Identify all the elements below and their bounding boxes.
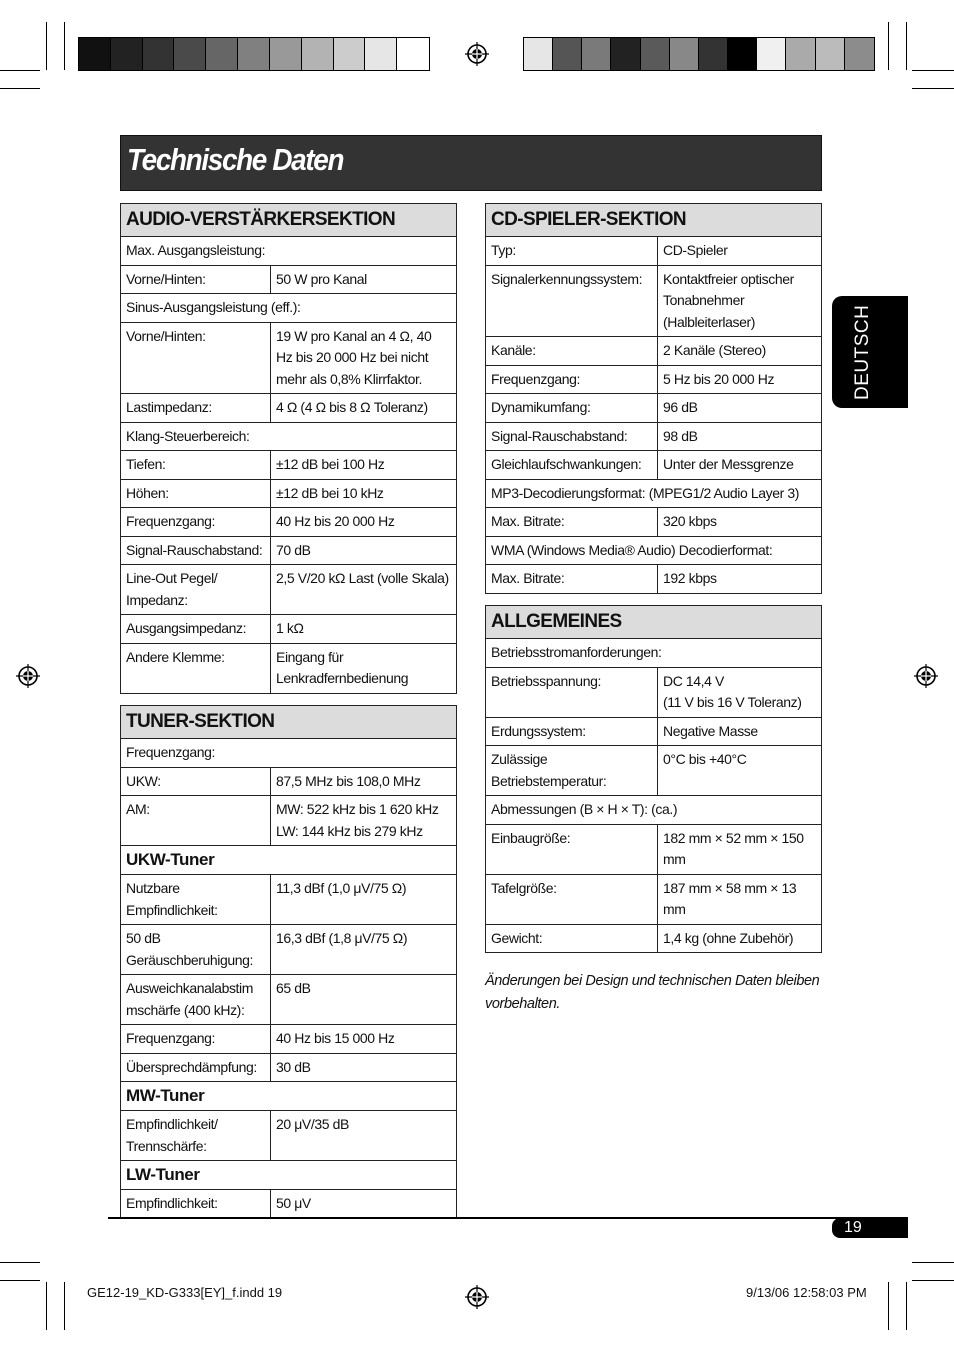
spec-value: 1 kΩ (271, 615, 457, 644)
table-row (121, 265, 457, 294)
color-swatch (111, 38, 143, 70)
crop-mark (0, 1262, 40, 1263)
table-row (121, 1082, 457, 1111)
spec-label: Kanäle: (486, 337, 658, 366)
table-row (486, 924, 822, 953)
crop-mark (0, 70, 40, 71)
footer-filename: GE12-19_KD-G333[EY]_f.indd 19 (87, 1285, 283, 1300)
table-row (121, 1053, 457, 1082)
spec-value: 4 Ω (4 Ω bis 8 Ω Toleranz) (271, 394, 457, 423)
cd-player-table (485, 203, 822, 594)
crop-mark (46, 22, 47, 70)
spec-value: 50 μV (271, 1190, 457, 1219)
table-row (486, 451, 822, 480)
color-swatch (582, 38, 611, 70)
spec-value: 65 dB (271, 975, 457, 1025)
crop-mark (0, 1280, 40, 1281)
spec-label: Empfindlichkeit: (121, 1190, 271, 1219)
table-row (121, 925, 457, 975)
spec-value: ±12 dB bei 10 kHz (271, 479, 457, 508)
crop-mark (64, 1282, 65, 1330)
registration-mark-icon (16, 664, 40, 688)
table-row (486, 536, 822, 565)
spec-value: 70 dB (271, 536, 457, 565)
table-row (121, 1111, 457, 1161)
table-row (486, 365, 822, 394)
registration-mark-icon (465, 1285, 489, 1309)
spec-value: 40 Hz bis 15 000 Hz (271, 1025, 457, 1054)
table-row (486, 639, 822, 668)
table-row (486, 667, 822, 717)
bottom-rule (108, 1217, 908, 1219)
spec-label: Frequenzgang: (121, 508, 271, 537)
table-row (486, 394, 822, 423)
crop-mark (912, 88, 954, 89)
crop-mark (906, 1282, 907, 1330)
table-row (486, 796, 822, 825)
spec-label: Signal-Rauschabstand: (121, 536, 271, 565)
color-swatch (206, 38, 238, 70)
spec-group-label: Betriebsstromanforderungen: (486, 639, 822, 668)
table-row (121, 739, 457, 768)
spec-value: Negative Masse (658, 717, 822, 746)
language-tab (832, 296, 908, 408)
table-row (486, 479, 822, 508)
tuner-table (120, 705, 457, 1219)
table-row (121, 322, 457, 394)
color-swatch (334, 38, 366, 70)
color-swatch (786, 38, 815, 70)
section-header: TUNER-SEKTION (121, 706, 457, 739)
spec-value: 192 kbps (658, 565, 822, 594)
color-swatch (238, 38, 270, 70)
color-calibration-bar-right (523, 37, 875, 71)
spec-value: MW: 522 kHz bis 1 620 kHz LW: 144 kHz bis 279 kHz (271, 796, 457, 846)
disclaimer-note: Änderungen bei Design und technischen Daten bleiben vorbehalten. (485, 973, 820, 1012)
general-table (485, 605, 822, 953)
table-row (486, 824, 822, 874)
spec-label: Übersprechdämpfung: (121, 1053, 271, 1082)
spec-label: Erdungssystem: (486, 717, 658, 746)
spec-value: 5 Hz bis 20 000 Hz (658, 365, 822, 394)
spec-value: 98 dB (658, 422, 822, 451)
table-row (486, 717, 822, 746)
spec-label: UKW: (121, 767, 271, 796)
spec-value: 182 mm × 52 mm × 150 mm (658, 824, 822, 874)
color-swatch (174, 38, 206, 70)
crop-mark (888, 22, 889, 70)
table-row (121, 767, 457, 796)
crop-mark (912, 1280, 954, 1281)
spec-label: Frequenzgang: (121, 1025, 271, 1054)
spec-value: Unter der Messgrenze (658, 451, 822, 480)
spec-value: 50 W pro Kanal (271, 265, 457, 294)
color-swatch (270, 38, 302, 70)
color-swatch (611, 38, 640, 70)
color-swatch (302, 38, 334, 70)
color-swatch (816, 38, 845, 70)
registration-mark-icon (465, 42, 489, 66)
spec-label: Signal-Rauschabstand: (486, 422, 658, 451)
spec-label: Andere Klemme: (121, 643, 271, 693)
spec-label: AM: (121, 796, 271, 846)
color-swatch (143, 38, 175, 70)
spec-value: DC 14,4 V (11 V bis 16 V Toleranz) (658, 667, 822, 717)
table-row (121, 479, 457, 508)
table-row (121, 643, 457, 693)
table-row (121, 615, 457, 644)
subsection-title: UKW-Tuner (121, 846, 457, 875)
spec-value: ±12 dB bei 100 Hz (271, 451, 457, 480)
color-swatch (397, 38, 429, 70)
spec-value: Kontaktfreier optischer Tonabnehmer (Halbleiterlaser) (658, 265, 822, 337)
spec-value: 40 Hz bis 20 000 Hz (271, 508, 457, 537)
subsection-title: LW-Tuner (121, 1161, 457, 1190)
spec-value: 187 mm × 58 mm × 13 mm (658, 874, 822, 924)
spec-group-label: Abmessungen (B × H × T): (ca.) (486, 796, 822, 825)
spec-group-label: Max. Ausgangsleistung: (121, 237, 457, 266)
table-row (486, 422, 822, 451)
color-swatch (670, 38, 699, 70)
color-swatch (757, 38, 786, 70)
spec-value: 87,5 MHz bis 108,0 MHz (271, 767, 457, 796)
crop-mark (46, 1282, 47, 1330)
section-header: AUDIO-VERSTÄRKERSEKTION (121, 204, 457, 237)
spec-value: 2 Kanäle (Stereo) (658, 337, 822, 366)
spec-value: 16,3 dBf (1,8 μV/75 Ω) (271, 925, 457, 975)
footer-timestamp: 9/13/06 12:58:03 PM (746, 1285, 867, 1300)
spec-label: Dynamikumfang: (486, 394, 658, 423)
page-number-box (832, 1218, 908, 1238)
color-calibration-bar-left (78, 37, 430, 71)
spec-value: 2,5 V/20 kΩ Last (volle Skala) (271, 565, 457, 615)
registration-mark-icon (914, 664, 938, 688)
spec-label: Frequenzgang: (486, 365, 658, 394)
spec-value: 19 W pro Kanal an 4 Ω, 40 Hz bis 20 000 Hz bei nicht mehr als 0,8% Klirrfaktor. (271, 322, 457, 394)
title-band (120, 135, 822, 191)
table-row (121, 451, 457, 480)
table-row (121, 536, 457, 565)
spec-group-label: Sinus-Ausgangsleistung (eff.): (121, 294, 457, 323)
table-row (486, 237, 822, 266)
spec-label: Tiefen: (121, 451, 271, 480)
crop-mark (906, 22, 907, 70)
spec-label: Max. Bitrate: (486, 508, 658, 537)
section-header-row (121, 706, 457, 739)
spec-value: 0°C bis +40°C (658, 746, 822, 796)
section-header-row (121, 204, 457, 237)
page-number: 19 (844, 1219, 862, 1236)
table-row (121, 294, 457, 323)
crop-mark (912, 1262, 954, 1263)
spec-value: 11,3 dBf (1,0 μV/75 Ω) (271, 875, 457, 925)
crop-mark (0, 88, 40, 89)
spec-label: Empfindlichkeit/ Trennschärfe: (121, 1111, 271, 1161)
color-swatch (845, 38, 874, 70)
table-row (486, 337, 822, 366)
spec-label: Gewicht: (486, 924, 658, 953)
color-swatch (553, 38, 582, 70)
table-row (121, 846, 457, 875)
table-row (486, 874, 822, 924)
table-row (486, 746, 822, 796)
crop-mark (912, 70, 954, 71)
spec-label: Max. Bitrate: (486, 565, 658, 594)
spec-value: 30 dB (271, 1053, 457, 1082)
spec-label: Gleichlaufschwankungen: (486, 451, 658, 480)
spec-label: Vorne/Hinten: (121, 322, 271, 394)
crop-mark (888, 1282, 889, 1330)
spec-label: Zulässige Betriebstemperatur: (486, 746, 658, 796)
table-row (121, 975, 457, 1025)
subsection-title: MW-Tuner (121, 1082, 457, 1111)
section-header: CD-SPIELER-SEKTION (486, 204, 822, 237)
color-swatch (728, 38, 757, 70)
color-swatch (79, 38, 111, 70)
spec-label: Höhen: (121, 479, 271, 508)
table-row (121, 422, 457, 451)
table-row (121, 565, 457, 615)
section-header-row (486, 606, 822, 639)
table-row (121, 1161, 457, 1190)
table-row (121, 1190, 457, 1219)
section-header: ALLGEMEINES (486, 606, 822, 639)
spec-value: Eingang für Lenkradfernbedienung (271, 643, 457, 693)
spec-label: Typ: (486, 237, 658, 266)
spec-value: 320 kbps (658, 508, 822, 537)
spec-label: Lastimpedanz: (121, 394, 271, 423)
table-row (486, 265, 822, 337)
spec-group-label: WMA (Windows Media® Audio) Decodierformat: (486, 536, 822, 565)
table-row (121, 237, 457, 266)
spec-value: 96 dB (658, 394, 822, 423)
spec-label: Ausgangsimpedanz: (121, 615, 271, 644)
color-swatch (365, 38, 397, 70)
table-row (486, 508, 822, 537)
color-swatch (641, 38, 670, 70)
spec-label: Vorne/Hinten: (121, 265, 271, 294)
table-row (486, 565, 822, 594)
table-row (121, 875, 457, 925)
audio-amplifier-table (120, 203, 457, 694)
page-title: Technische Daten (127, 142, 344, 177)
language-tab-label: DEUTSCH (852, 304, 873, 400)
spec-label: Line-Out Pegel/ Impedanz: (121, 565, 271, 615)
spec-value: CD-Spieler (658, 237, 822, 266)
color-swatch (699, 38, 728, 70)
spec-group-label: Frequenzgang: (121, 739, 457, 768)
spec-label: 50 dB Geräuschberuhigung: (121, 925, 271, 975)
table-row (121, 796, 457, 846)
spec-group-label: MP3-Decodierungsformat: (MPEG1/2 Audio Layer 3) (486, 479, 822, 508)
spec-label: Einbaugröße: (486, 824, 658, 874)
spec-label: Betriebsspannung: (486, 667, 658, 717)
table-row (121, 1025, 457, 1054)
spec-label: Ausweichkanalabstim mschärfe (400 kHz): (121, 975, 271, 1025)
spec-group-label: Klang-Steuerbereich: (121, 422, 457, 451)
table-row (121, 508, 457, 537)
table-row (121, 394, 457, 423)
spec-label: Nutzbare Empfindlichkeit: (121, 875, 271, 925)
spec-label: Tafelgröße: (486, 874, 658, 924)
spec-label: Signalerkennungssystem: (486, 265, 658, 337)
spec-value: 1,4 kg (ohne Zubehör) (658, 924, 822, 953)
section-header-row (486, 204, 822, 237)
color-swatch (524, 38, 553, 70)
crop-mark (64, 22, 65, 70)
spec-value: 20 μV/35 dB (271, 1111, 457, 1161)
